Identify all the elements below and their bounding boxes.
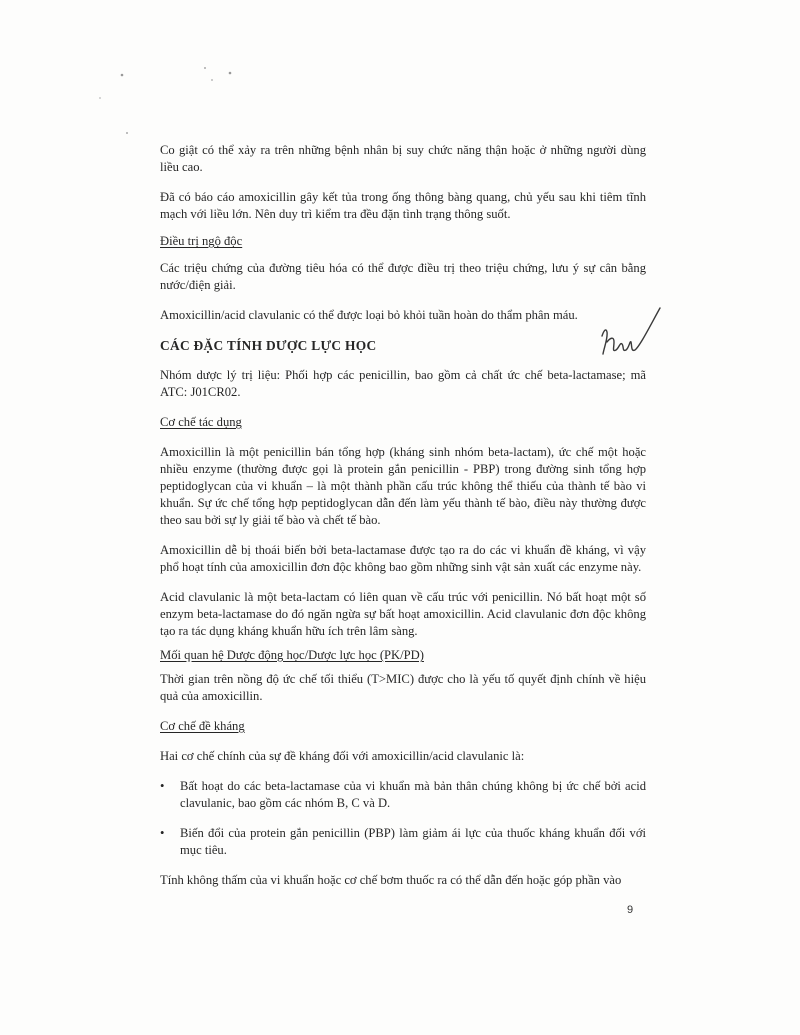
bullet-icon: • <box>160 826 165 840</box>
scan-speck <box>99 97 101 99</box>
paragraph-atc-group: Nhóm dược lý trị liệu: Phối hợp các penicillin, bao gồm cả chất ức chế beta-lactamase; mã ATC: J01CR02. <box>160 368 646 399</box>
resistance-bullet-list <box>160 778 646 859</box>
resistance-mechanism-heading: Cơ chế đề kháng <box>160 719 245 733</box>
page-number: 9 <box>627 904 634 916</box>
bullet-icon: • <box>160 779 165 793</box>
paragraph-beta-lactamase: Amoxicillin dễ bị thoái biến bởi beta-lactamase được tạo ra do các vi khuẩn đề kháng, vì vậy phổ hoạt tính của amoxicillin đơn độc không bao gồm những sinh vật sản xuất các enzyme này. <box>160 543 646 574</box>
scan-speck <box>121 74 124 77</box>
list-item-text: Bất hoạt do các beta-lactamase của vi khuẩn mà bản thân chúng không bị ức chế bởi acid clavulanic, bao gồm các nhóm B, C và D. <box>180 779 646 810</box>
scan-speck <box>126 132 128 134</box>
list-item <box>160 825 646 859</box>
paragraph-t-mic: Thời gian trên nồng độ ức chế tối thiểu (T>MIC) được cho là yếu tố quyết định chính về hiệu quả của amoxicillin. <box>160 672 646 703</box>
paragraph-resistance-intro: Hai cơ chế chính của sự đề kháng đối với amoxicillin/acid clavulanic là: <box>160 749 525 763</box>
pk-pd-heading: Mối quan hệ Dược động học/Dược lực học (PK/PD) <box>160 648 424 662</box>
paragraph-seizures: Co giật có thể xảy ra trên những bệnh nhân bị suy chức năng thận hoặc ở những người dùng liều cao. <box>160 143 646 174</box>
paragraph-impermeability: Tính không thấm của vi khuẩn hoặc cơ chế bơm thuốc ra có thể dẫn đến hoặc góp phần vào <box>160 873 622 887</box>
paragraph-clavulanic-acid: Acid clavulanic là một beta-lactam có liên quan về cấu trúc với penicillin. Nó bất hoạt một số enzym beta-lactamase do đó ngăn ngừa sự bất hoạt amoxicillin. Acid clavulanic đơn độc không tạo ra tác dụng kháng khuẩn hữu ích trên lâm sàng. <box>160 590 646 638</box>
paragraph-hemodialysis: Amoxicillin/acid clavulanic có thể được loại bỏ khỏi tuần hoàn do thẩm phân máu. <box>160 308 578 322</box>
paragraph-crystalluria: Đã có báo cáo amoxicillin gây kết tủa trong ống thông bàng quang, chủ yếu sau khi tiêm tĩnh mạch với liều lớn. Nên duy trì kiểm tra đều đặn tình trạng thông suốt. <box>160 190 646 221</box>
document-body <box>160 142 646 889</box>
paragraph-gi-symptoms: Các triệu chứng của đường tiêu hóa có thể được điều trị theo triệu chứng, lưu ý sự cân bằng nước/điện giải. <box>160 261 646 292</box>
paragraph-amoxicillin-mechanism: Amoxicillin là một penicillin bán tổng hợp (kháng sinh nhóm beta-lactam), ức chế một hoặc nhiều enzyme (thường được gọi là protein gắn penicillin - PBP) trong đường sinh tổng hợp peptidoglycan của vi khuẩn – là một thành phần cấu trúc không thể thiếu của thành tế bào vi khuẩn. Sự ức chế tổng hợp peptidoglycan dẫn đến làm yếu thành tế bào, điều này thường được theo sau bởi sự ly giải tế bào và chết tế bào. <box>160 445 646 527</box>
list-item-text: Biến đổi của protein gắn penicillin (PBP) làm giảm ái lực của thuốc kháng khuẩn đối với mục tiêu. <box>180 826 646 857</box>
scan-speck <box>229 72 232 75</box>
list-item <box>160 778 646 812</box>
scan-speck <box>211 79 213 81</box>
mechanism-of-action-heading: Cơ chế tác dụng <box>160 415 242 429</box>
overdose-treatment-heading: Điều trị ngộ độc <box>160 234 243 248</box>
scan-speck <box>204 67 206 69</box>
section-title-pharmacodynamics: CÁC ĐẶC TÍNH DƯỢC LỰC HỌC <box>160 338 377 353</box>
